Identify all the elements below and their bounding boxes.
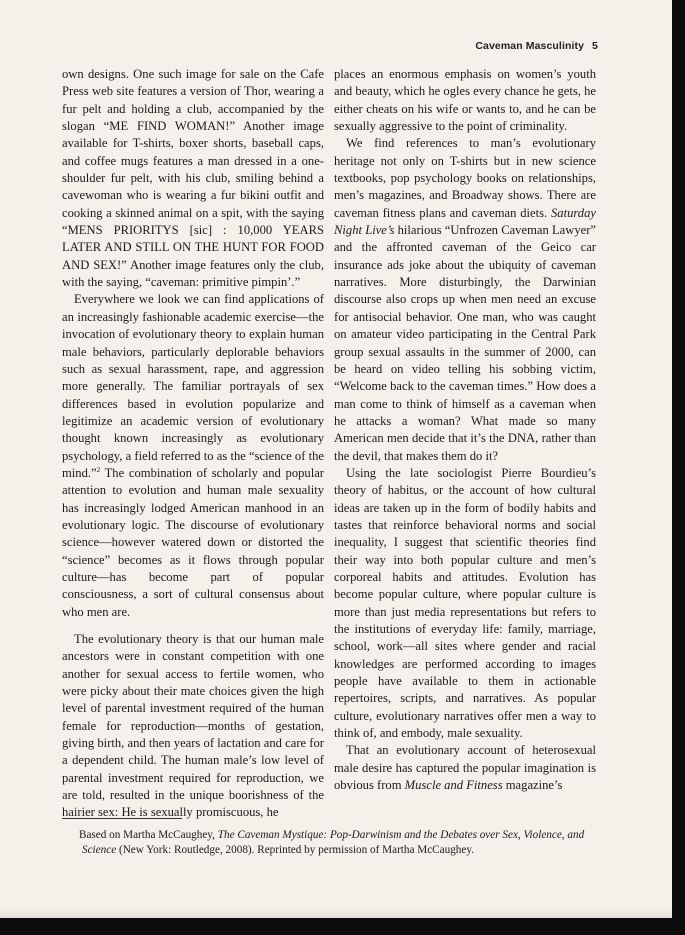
paragraph: own designs. One such image for sale on the Cafe Press web site features a version of Thor, wearing a fur pelt and holding a club, accompanied by the slogan “ME FIND WOMAN!” Another image available for T-shirts, boxer shorts, baseball caps, and coffee mugs features a man dressed in a one-shoulder fur pelt, with his club, smiling behind a cavewoman who is wearing a fur bikini outfit and cooking a skinned animal on a spit, with the saying “MENS PRIORITYS [sic] : 10,000 YEARS LATER AND STILL ON THE HUNT FOR FOOD AND SEX!” Another image features only the club, with the saying, “caveman: primitive pimpin’.”: [62, 67, 324, 290]
page-number: 5: [592, 40, 598, 52]
italic-title: Saturday Night Live’s: [334, 205, 596, 238]
paragraph: places an enormous emphasis on women’s youth and beauty, which he ogles every chance he gets, he either cheats on his wife or wants to, and he can be sexually aggressive to the point of criminality.: [334, 67, 596, 134]
paragraph: Using the late sociologist Pierre Bourdieu’s theory of habitus, or the account of how cultural ideas are taken up in the form of bodily habits and tastes that reinforce behavioral norms and social inequality, I suggest that scientific theories find their way into both popular culture and men’s corporeal habits and attitudes. Evolution has become popular culture, where popular culture is more than just media representations but refers to the institutions of everyday life: family, marriage, school, work—all sites where gender and racial knowledges are performed according to images people have available to them in actionable repertoires, scripts, and narratives. As popular culture, evolutionary narratives offer men a way to think of, and embody, male sexuality.: [334, 465, 596, 741]
right-column: [334, 66, 596, 794]
left-column: [62, 66, 324, 822]
running-head: [475, 40, 598, 52]
footnote-rule: [62, 818, 182, 819]
italic-title: Muscle and Fitness: [404, 778, 503, 793]
running-title: Caveman Masculinity: [475, 40, 585, 52]
paragraph: Everywhere we look we can find applications of an increasingly fashionable academic exercise—the invocation of evolutionary theory to explain human male behaviors, particularly deplorable behaviors such as sexual harassment, rape, and aggression more generally. The familiar portrayals of sex differences based in evolution popularize and legitimize an academic version of evolutionary thought known increasingly as evolutionary psychology, a field referred to as the “science of the mind.”$^2$ The combination of scholarly and popular attention to evolution and human male sexuality has increasingly lodged American manhood in an evolutionary logic. The discourse of evolutionary science—however watered down or distorted the “science” becomes as it flows through popular culture—has become part of popular consciousness, a sort of cultural consensus about who men are.: [62, 292, 324, 619]
source-credit: Based on Martha McCaughey, The Caveman Mystique: Pop-Darwinism and the Debates over Sex, Violence, and Science (New York: Routledge, 2008). Reprinted by permission of Martha McCaughey.: [79, 829, 585, 856]
footnote-marker: 2: [96, 465, 101, 474]
scan-edge: [672, 0, 685, 935]
paragraph: That an evolutionary account of heterosexual male desire has captured the popular imagination is obvious from Muscle and Fitness magazine’s: [334, 743, 596, 793]
paragraph: We find references to man’s evolutionary heritage not only on T-shirts but in new science textbooks, pop psychology books on relationships, men’s magazines, and Broadway shows. There are caveman fitness plans and caveman diets. Saturday Night Live’s hilarious “Unfrozen Caveman Lawyer” and the affronted caveman of the Geico car insurance ads joke about the ubiquity of caveman narratives. More disturbingly, the Darwinian discourse also crops up when men need an excuse for antisocial behavior. One man, who was caught on amateur video participating in the Central Park group sexual assaults in the summer of 2000, can be heard on video telling his sobbing victim, “Welcome back to the caveman times.” How does a man come to think of himself as a caveman when he attacks a woman? What made so many American men decide that it’s the DNA, rather than the devil, that makes them do it?: [334, 136, 596, 463]
credit-book-title: The Caveman Mystique: Pop-Darwinism and the Debates over Sex, Violence, and Science: [82, 829, 585, 856]
paragraph: The evolutionary theory is that our human male ancestors were in constant competition with one another for sexual access to fertile women, who were picky about their mate choices given the high level of parental investment required of the human female for reproduction—months of gestation, giving birth, and then years of lactation and care for a dependent child. The human male’s low level of parental investment required for reproduction, we are told, resulted in the unique boorishness of the hairier sex: He is sexually promiscuous, he: [62, 632, 324, 820]
